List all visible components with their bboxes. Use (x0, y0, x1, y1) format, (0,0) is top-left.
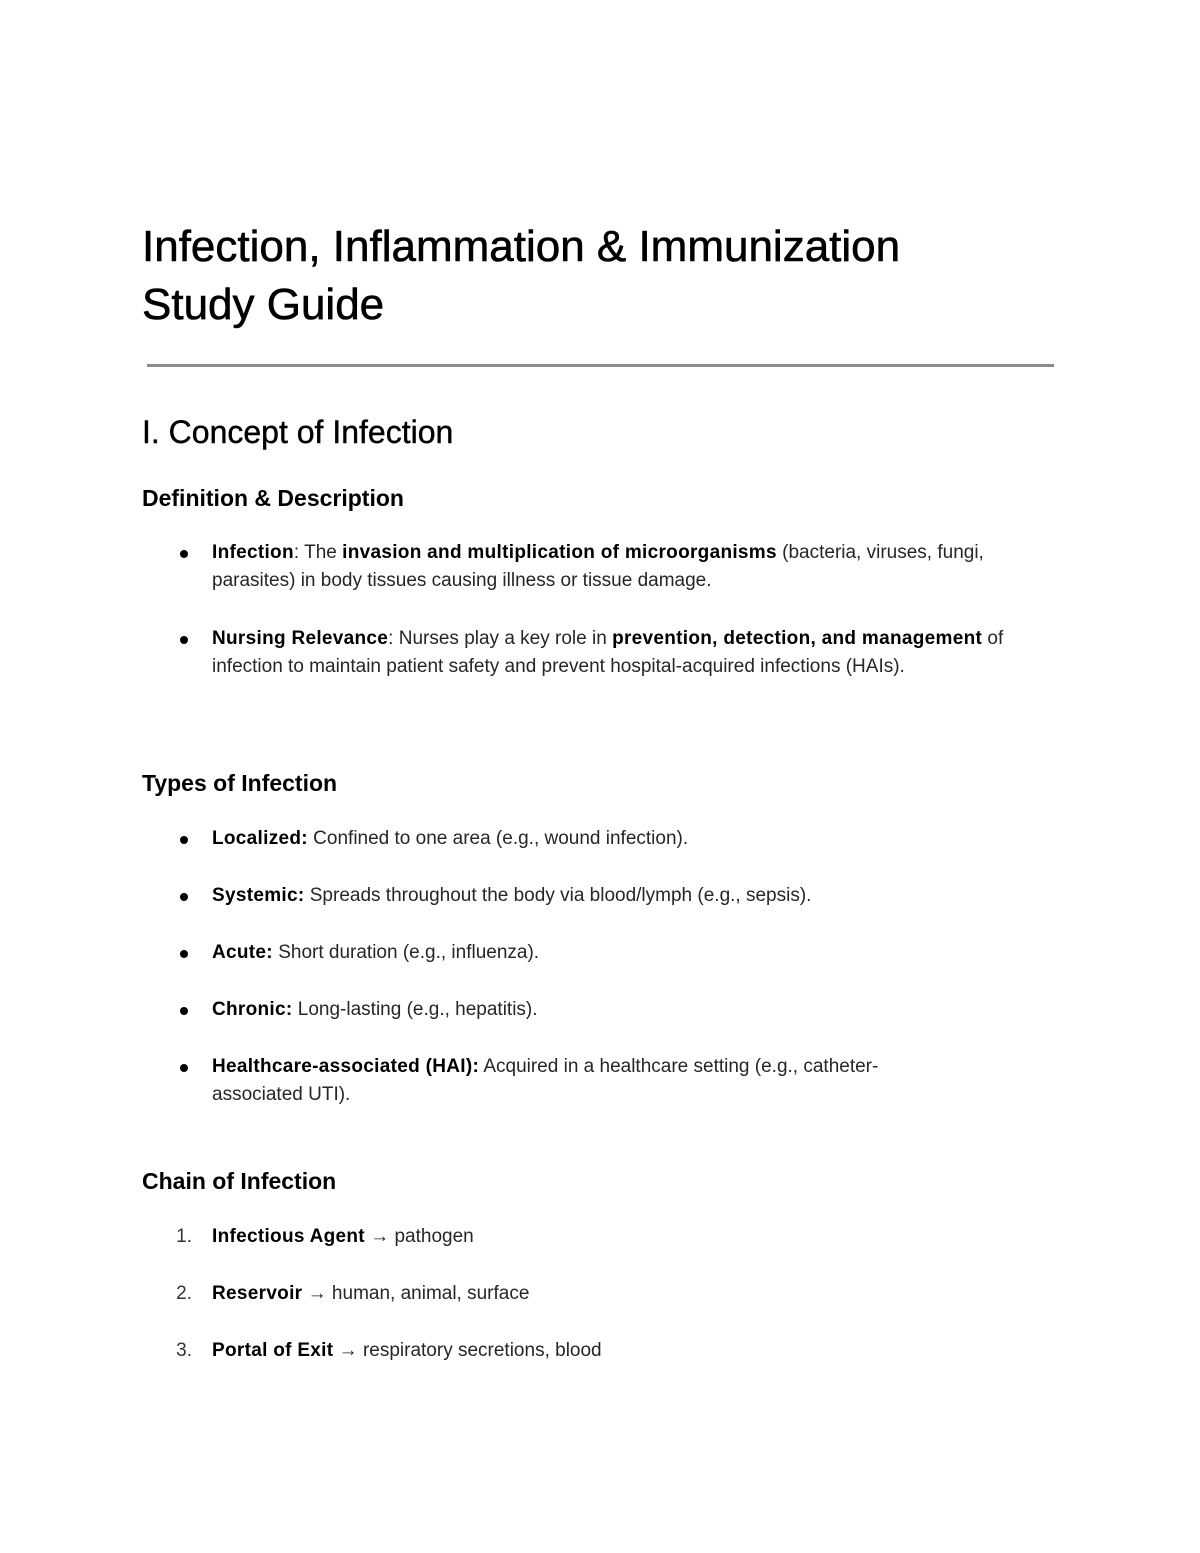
document-title (142, 218, 1062, 334)
bullet-icon (180, 836, 188, 844)
list-item-text: Healthcare-associated (HAI): Acquired in a healthcare setting (e.g., catheter-associated UTI). (212, 1056, 879, 1105)
list-item-text: Acute: Short duration (e.g., influenza). (212, 942, 540, 963)
list-item-text: Chronic: Long-lasting (e.g., hepatitis). (212, 999, 538, 1020)
term: Chronic: (212, 999, 293, 1020)
list-item-text: Systemic: Spreads throughout the body via blood/lymph (e.g., sepsis). (212, 885, 812, 906)
list-item-text: Infection: The invasion and multiplication of microorganisms (bacteria, viruses, fungi, parasites) in body tissues causing illness or tissue damage. (212, 542, 984, 591)
term: Nursing Relevance (212, 628, 389, 649)
list-number: 3. (176, 1340, 192, 1361)
term: Localized: (212, 828, 308, 849)
bullet-icon (180, 950, 188, 958)
term: Acute: (212, 942, 273, 963)
section-heading-concept: I. Concept of Infection (142, 414, 454, 450)
title-line-2: Study Guide (142, 280, 385, 329)
list-item-text: Nursing Relevance: Nurses play a key role in prevention, detection, and management of infection to maintain patient safety and prevent hospital-acquired infections (HAIs). (212, 628, 1004, 677)
term: Systemic: (212, 885, 305, 906)
emphasis: prevention, detection, and management (612, 628, 983, 649)
term: Infection (212, 542, 294, 563)
subheading-types: Types of Infection (142, 770, 338, 796)
list-item-text: Localized: Confined to one area (e.g., wound infection). (212, 828, 689, 849)
bullet-icon (180, 1064, 188, 1072)
term: Infectious Agent (212, 1226, 365, 1247)
emphasis: invasion and multiplication of microorganisms (342, 542, 777, 563)
list-number: 1. (176, 1226, 192, 1247)
list-number: 2. (176, 1283, 192, 1304)
list-item-text: Portal of Exit → respiratory secretions, blood (212, 1340, 602, 1361)
bullet-icon (180, 636, 188, 644)
bullet-icon (180, 1007, 188, 1015)
subheading-chain: Chain of Infection (142, 1168, 337, 1194)
list-item-text: Reservoir → human, animal, surface (212, 1283, 530, 1304)
list-item-text: Infectious Agent → pathogen (212, 1226, 474, 1247)
term: Portal of Exit (212, 1340, 334, 1361)
horizontal-divider (147, 364, 1054, 367)
bullet-icon (180, 893, 188, 901)
subheading-definition: Definition & Description (142, 485, 404, 511)
term: Reservoir (212, 1283, 303, 1304)
title-line-1: Infection, Inflammation & Immunization (142, 222, 901, 271)
bullet-icon (180, 550, 188, 558)
term: Healthcare-associated (HAI): (212, 1056, 480, 1077)
